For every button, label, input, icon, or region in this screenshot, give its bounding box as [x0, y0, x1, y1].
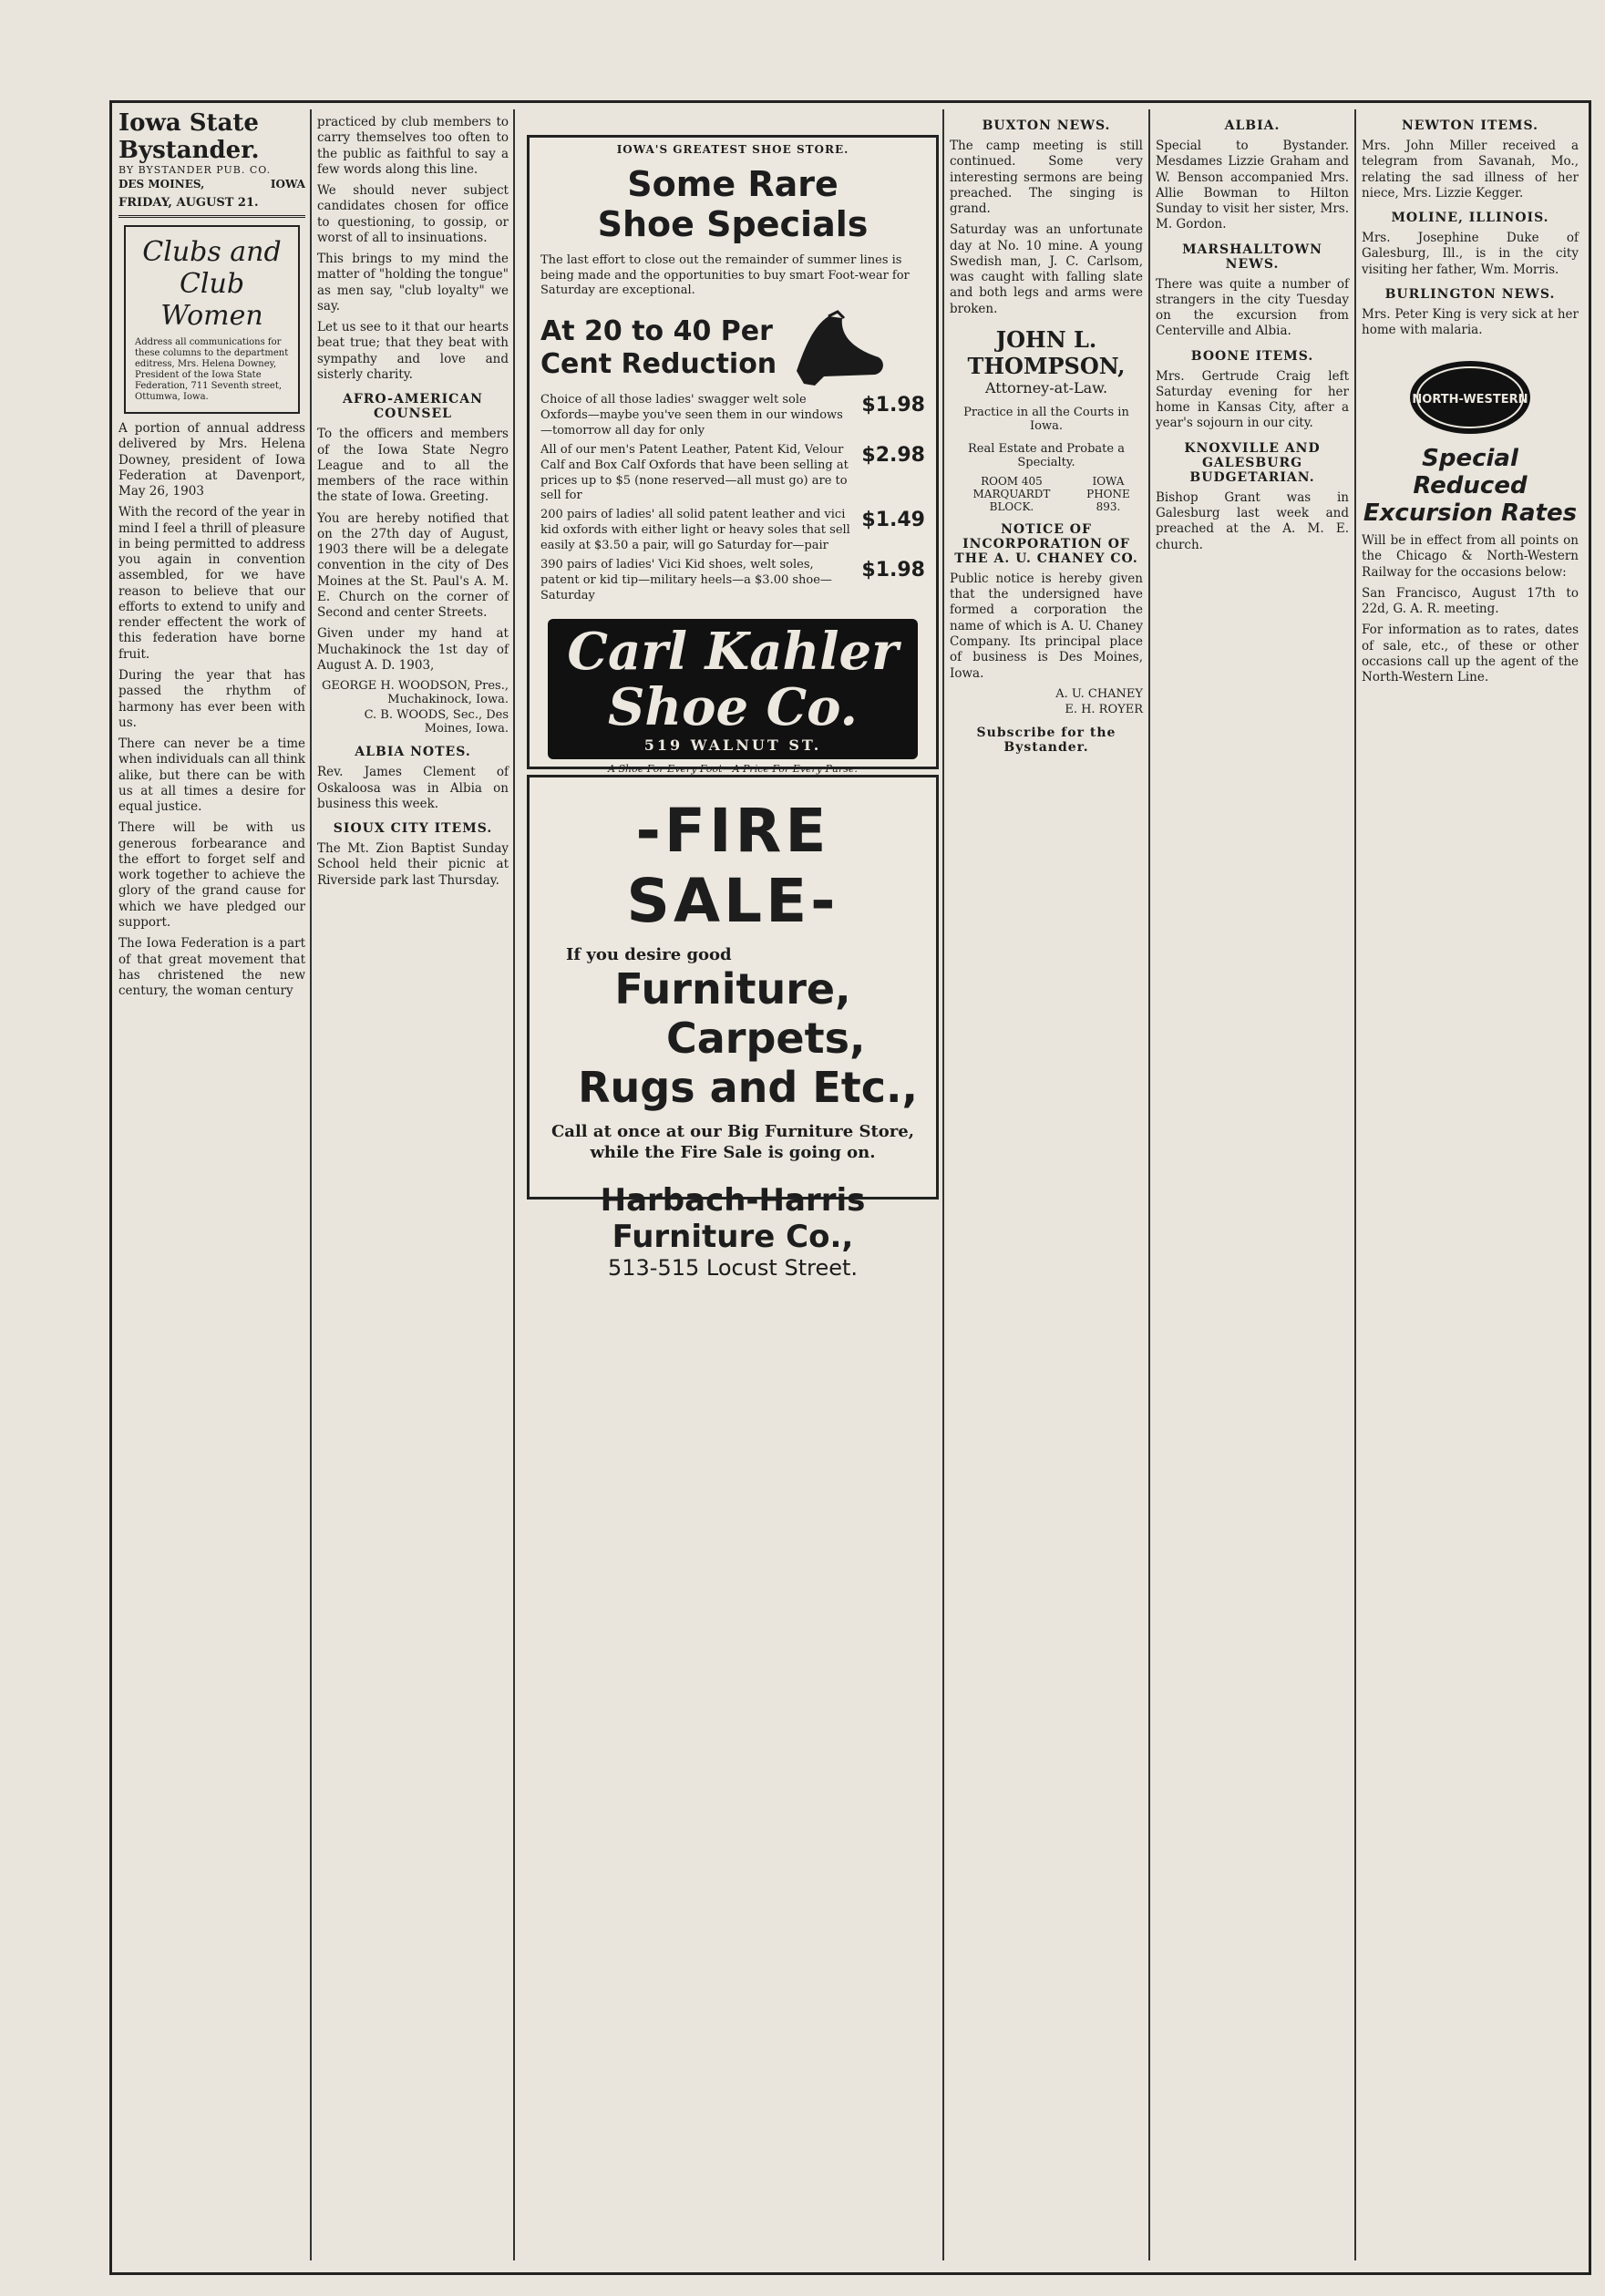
clubs-notice: Address all communications for these columns to the department editress, Mrs. Helena Downey, President of the Iowa State Federation, 711 Seventh street, Ottumwa, Iowa. — [135, 337, 289, 402]
masthead-location — [118, 178, 305, 190]
article-paragraph: During the year that has passed the rhythm of harmony has ever been with us. — [118, 667, 305, 730]
signature: A. U. CHANEY — [1055, 686, 1143, 701]
section-heading: BUXTON NEWS. — [982, 118, 1111, 133]
article-paragraph: We should never subject candidates chosen for office to questioning, to gossip, or worst of all to insinuations. — [317, 183, 509, 245]
article-paragraph: To the officers and members of the Iowa State Negro League and to all the members of the race within the state of Iowa. Greeting. — [317, 427, 509, 505]
clubs-heading-line2: Women — [160, 300, 263, 332]
fire-sale-ad — [527, 775, 939, 1281]
masthead-city: DES MOINES, — [118, 178, 205, 190]
section-heading: ALBIA. — [1224, 118, 1281, 133]
column-7 — [1362, 109, 1579, 2260]
price-row-price: $1.98 — [861, 559, 925, 582]
column-rule — [513, 109, 515, 2260]
fire-sale-item: Furniture, — [614, 964, 851, 1014]
section-heading: BOONE ITEMS. — [1190, 348, 1314, 364]
attorney-office — [950, 475, 1143, 513]
price-row-text: All of our men's Patent Leather, Patent Kid, Velour Calf and Box Calf Oxfords that have been selling at prices up to $5 (none reserved—all must go) are to sell for — [540, 442, 849, 503]
attorney-room: ROOM 405 MARQUARDT BLOCK. — [972, 474, 1051, 513]
railway-logo — [1371, 356, 1569, 438]
price-row-price: $2.98 — [861, 443, 925, 467]
article-paragraph: Mrs. Gertrude Craig left Saturday evening for her home in Kansas City, after a year's sojourn in our city. — [1156, 368, 1349, 431]
subscribe-notice: Subscribe for the Bystander. — [976, 725, 1116, 755]
masthead-state: IOWA — [270, 178, 305, 190]
shoe-ad-headline-1: Some Rare — [627, 164, 839, 204]
section-heading: AFRO-AMERICAN COUNSEL — [343, 392, 483, 422]
attorney-specialty: Real Estate and Probate a Specialty. — [968, 441, 1125, 469]
article-paragraph: Special to Bystander. Mesdames Lizzie Graham and W. Benson accompanied Mrs. Allie Bowman to Hilton Sunday to visit her sister, Mrs. M. Gordon. — [1156, 139, 1349, 232]
column-6 — [1156, 109, 1349, 2260]
section-heading: ALBIA NOTES. — [355, 745, 471, 760]
shoe-ad-discount-row — [530, 307, 936, 389]
fire-sale-item: Carpets, — [666, 1014, 866, 1063]
article-paragraph: Will be in effect from all points on the Chicago & North-Western Railway for the occasions below: — [1362, 533, 1579, 580]
article-paragraph: Given under my hand at Muchakinock the 1st day of August A. D. 1903, — [317, 626, 509, 673]
fire-sale-address: 513-515 Locust Street. — [607, 1254, 859, 1281]
signature: C. B. WOODS, Sec., Des Moines, Iowa. — [364, 708, 509, 736]
article-paragraph: There will be with us generous forbearance and the effort to forget self and work together to achieve the glory of the grand cause for which we have pledged our support. — [118, 820, 305, 930]
price-row-text: Choice of all those ladies' swagger welt sole Oxfords—maybe you've seen them in our windows—tomorrow all day for only — [540, 393, 843, 438]
article-paragraph: The Iowa Federation is a part of that great movement that has christened the new century, the woman century — [118, 936, 305, 999]
shoe-ad-headline — [530, 165, 936, 244]
article-paragraph: practiced by club members to carry themselves too often to the public as faithful to say a few words along this line. — [317, 115, 509, 177]
fire-sale-company: Harbach-Harris Furniture Co., — [600, 1181, 866, 1255]
masthead-title: Iowa State Bystander. — [118, 109, 260, 164]
section-heading: MOLINE, ILLINOIS. — [1391, 211, 1549, 226]
article-paragraph: Let us see to it that our hearts beat true; that they beat with sympathy and love and sisterly charity. — [317, 320, 509, 382]
article-paragraph: You are hereby notified that on the 27th day of August, 1903 there will be a delegate convention in the city of Des Moines at the St. Paul's A. M. E. Church on the corner of Second and center Streets. — [317, 510, 509, 621]
signature: E. H. ROYER — [1065, 702, 1143, 716]
shoe-ad-discount-2: Cent Reduction — [540, 348, 777, 381]
signature: GEORGE H. WOODSON, Pres., Muchakinock, Iowa. — [322, 679, 509, 707]
rail-headline: Special Reduced Excursion Rates — [1363, 445, 1578, 528]
masthead-publisher: BY BYSTANDER PUB. CO. — [118, 164, 272, 176]
price-row-text: 390 pairs of ladies' Vici Kid shoes, welt soles, patent or kid tip—military heels—a $3.00 shoe—Saturday — [540, 558, 832, 602]
shoe-specials-ad — [527, 135, 939, 775]
fire-sale-item: Rugs and Etc., — [578, 1063, 918, 1112]
price-row-price: $1.98 — [861, 394, 925, 417]
attorney-title: Attorney-at-Law. — [984, 378, 1108, 396]
column-5 — [950, 109, 1143, 2260]
shoe-ad-discount — [530, 315, 787, 381]
article-paragraph: Mrs. Josephine Duke of Galesburg, Ill., is in the city visiting her father, Wm. Morris. — [1362, 231, 1579, 277]
article-paragraph: There can never be a time when individuals can all think alike, but there can be with us at all times a desire for equal justice. — [118, 736, 305, 815]
article-paragraph: There was quite a number of strangers in the city Tuesday on the excursion from Centerville and Albia. — [1156, 276, 1349, 339]
fire-sale-sub: If you desire good — [566, 945, 732, 964]
column-rule — [310, 109, 312, 2260]
shoe-brand-address: 519 WALNUT ST. — [643, 736, 822, 754]
shoe-ad-top: IOWA'S GREATEST SHOE STORE. — [616, 143, 849, 156]
price-row — [540, 443, 925, 505]
price-row-text: 200 pairs of ladies' all solid patent leather and vici kid oxfords with either light or heavy soles that sell easily at $3.50 a pair, will go Saturday for—pair — [540, 508, 850, 553]
fire-sale-call: Call at once at our Big Furniture Store, while the Fire Sale is going on. — [550, 1122, 915, 1163]
price-row — [540, 508, 925, 554]
article-paragraph: San Francisco, August 17th to 22d, G. A. R. meeting. — [1362, 585, 1579, 617]
article-paragraph: Public notice is hereby given that the undersigned have formed a corporation the name of which is A. U. Chaney Company. Its principal place of business is Des Moines, Iowa. — [950, 571, 1143, 681]
section-heading: NOTICE OF INCORPORATION OF THE A. U. CHANEY CO. — [954, 521, 1138, 566]
attorney-practice: Practice in all the Courts in Iowa. — [963, 405, 1129, 433]
north-western-logo-icon — [1406, 356, 1534, 438]
price-row — [540, 393, 925, 439]
shoe-illustration-icon — [787, 307, 888, 389]
shoe-ad-intro: The last effort to close out the remainder of summer lines is being made and the opportunities to buy smart Foot-wear for Saturday are exceptional. — [540, 253, 910, 297]
masthead-date: FRIDAY, AUGUST 21. — [118, 196, 259, 210]
article-paragraph: Rev. James Clement of Oskaloosa was in Albia on business this week. — [317, 765, 509, 811]
price-row-price: $1.49 — [861, 509, 925, 532]
article-paragraph: Saturday was an unfortunate day at No. 10 mine. A young Swedish man, J. C. Carlsom, was caught with falling slate and both legs and arms were broken. — [950, 222, 1143, 316]
rail-logo-text: NORTH-WESTERN — [1412, 393, 1528, 407]
column-rule — [1148, 109, 1150, 2260]
shoe-ad-headline-2: Shoe Specials — [597, 203, 869, 244]
column-2 — [317, 109, 509, 2260]
section-heading: BURLINGTON NEWS. — [1384, 286, 1556, 302]
shoe-ad-tagline: A Shoe For Every Foot—A Price For Every Purse. — [608, 762, 858, 775]
attorney-phone: IOWA PHONE 893. — [1086, 474, 1130, 513]
column-rule — [942, 109, 944, 2260]
article-paragraph: Mrs. John Miller received a telegram from Savanah, Mo., relating the sad illness of her niece, Mrs. Lizzie Kegger. — [1362, 139, 1579, 201]
article-paragraph: A portion of annual address delivered by Mrs. Helena Downey, president of Iowa Federation at Davenport, May 26, 1903 — [118, 421, 305, 499]
attorney-name: JOHN L. THOMPSON, — [967, 325, 1126, 379]
price-row — [540, 558, 925, 604]
clubs-heading-line1: Clubs and Club — [142, 236, 282, 300]
article-paragraph: Bishop Grant was in Galesburg last week and preached at the A. M. E. church. — [1156, 489, 1349, 552]
shoe-brand-logo — [548, 619, 918, 759]
section-heading: NEWTON ITEMS. — [1401, 118, 1539, 133]
section-heading: SIOUX CITY ITEMS. — [333, 821, 493, 837]
shoe-ad-price-list — [530, 393, 936, 604]
article-paragraph: The Mt. Zion Baptist Sunday School held their picnic at Riverside park last Thursday. — [317, 841, 509, 888]
shoe-ad-discount-1: At 20 to 40 Per — [540, 315, 773, 348]
article-paragraph: With the record of the year in mind I feel a thrill of pleasure in being permitted to address you again in convention assembled, for we have reason to believe that our efforts to extend to unify and render effectent the work of this federation have borne fruit. — [118, 505, 305, 662]
fire-sale-headline: -FIRE SALE- — [626, 796, 839, 936]
column-1 — [118, 109, 305, 2260]
article-paragraph: Mrs. Peter King is very sick at her home with malaria. — [1362, 306, 1579, 338]
clubs-header-box — [124, 225, 300, 414]
masthead — [118, 109, 305, 218]
article-paragraph: The camp meeting is still continued. Some very interesting sermons are being preached. The singing is grand. — [950, 139, 1143, 217]
attorney-card — [950, 326, 1143, 513]
article-paragraph: For information as to rates, dates of sale, etc., of these or other occasions call up the agent of the North-Western Line. — [1362, 623, 1579, 685]
article-paragraph: This brings to my mind the matter of "holding the tongue" as men say, "club loyalty" we say. — [317, 252, 509, 314]
shoe-brand-name: Carl Kahler Shoe Co. — [567, 621, 899, 738]
section-heading: KNOXVILLE AND GALESBURG BUDGETARIAN. — [1184, 440, 1321, 485]
section-heading: MARSHALLTOWN NEWS. — [1182, 242, 1322, 272]
column-rule — [1354, 109, 1356, 2260]
